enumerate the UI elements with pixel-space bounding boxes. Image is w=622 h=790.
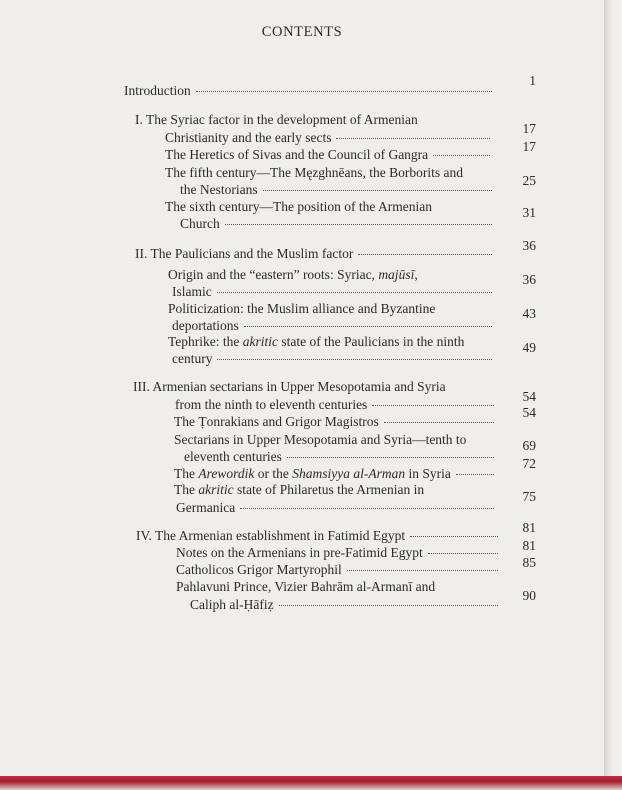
toc-entry-text: The Heretics of Sivas and the Council of Gangra bbox=[165, 147, 429, 162]
dot-leader bbox=[456, 474, 494, 475]
toc-entry-text: I. The Syriac factor in the development of Armenian bbox=[135, 112, 418, 127]
page-number: 36 bbox=[522, 272, 536, 287]
toc-entry-line bbox=[174, 465, 494, 482]
dot-leader bbox=[263, 190, 492, 191]
page-number: 72 bbox=[522, 456, 536, 471]
dot-leader bbox=[433, 155, 490, 156]
toc-entry-line bbox=[165, 198, 432, 215]
page-number: 49 bbox=[522, 340, 536, 355]
toc-entry-line bbox=[176, 544, 498, 561]
toc-entry-line bbox=[168, 266, 418, 283]
toc-entry-text: II. The Paulicians and the Muslim factor bbox=[135, 246, 354, 261]
page-number: 17 bbox=[522, 121, 536, 136]
toc-entry-text: The akritic state of Philaretus the Armenian in bbox=[174, 482, 425, 497]
toc-entry-line bbox=[165, 129, 490, 146]
dot-leader bbox=[240, 508, 494, 509]
page-edge bbox=[604, 0, 622, 790]
toc-entry-line bbox=[180, 181, 492, 198]
toc-entry-text: Politicization: the Muslim alliance and Byzantine bbox=[168, 301, 436, 316]
page-number: 54 bbox=[522, 405, 536, 420]
toc-entry-text: Pahlavuni Prince, Vizier Bahrām al-Armanī and bbox=[176, 579, 436, 594]
toc-entry-text: Introduction bbox=[124, 83, 191, 98]
dot-leader bbox=[287, 457, 494, 458]
toc-entry-text: century bbox=[172, 351, 213, 366]
toc-entry-line bbox=[165, 146, 490, 163]
toc-entry-text: Church bbox=[180, 216, 220, 231]
page-number: 31 bbox=[522, 205, 536, 220]
toc-entry-line bbox=[176, 499, 494, 516]
toc-entry-text: Caliph al-Ḥāfiẓ bbox=[190, 597, 274, 612]
page-number: 81 bbox=[522, 538, 536, 553]
toc-entry-text: The Arewordik or the Shamsiyya al-Arman in Syria bbox=[174, 466, 451, 481]
toc-entry-text: The sixth century—The position of the Armenian bbox=[165, 199, 432, 214]
toc-entry-line bbox=[184, 448, 494, 465]
page-number: 54 bbox=[522, 389, 536, 404]
book-cover-edge bbox=[0, 776, 622, 790]
toc-entry-line bbox=[172, 283, 492, 300]
dot-leader bbox=[196, 91, 492, 92]
dot-leader bbox=[428, 553, 498, 554]
toc-entry-line bbox=[190, 596, 498, 613]
toc-entry-line bbox=[174, 413, 494, 430]
page-number: 75 bbox=[522, 489, 536, 504]
dot-leader bbox=[225, 224, 492, 225]
dot-leader bbox=[358, 254, 492, 255]
toc-entry-line bbox=[135, 245, 492, 262]
toc-entry-text: The fifth century—The Męzghnēans, the Borborits and bbox=[165, 165, 464, 180]
toc-entry-line bbox=[174, 481, 424, 498]
toc-entry-line bbox=[172, 317, 492, 334]
page-number: 81 bbox=[522, 520, 536, 535]
toc-entry-line bbox=[124, 82, 492, 99]
toc-entry-line bbox=[136, 527, 498, 544]
toc-entry-text: Islamic bbox=[172, 284, 212, 299]
toc-entry-line bbox=[174, 431, 466, 448]
page-number: 1 bbox=[529, 73, 536, 88]
dot-leader bbox=[217, 359, 492, 360]
dot-leader bbox=[372, 405, 494, 406]
toc-entry-line bbox=[165, 164, 463, 181]
toc-entry-text: Notes on the Armenians in pre-Fatimid Egypt bbox=[176, 545, 423, 560]
toc-entry-line bbox=[135, 111, 418, 128]
toc-entry-text: The Ṭonrakians and Grigor Magistros bbox=[174, 414, 379, 429]
dot-leader bbox=[244, 326, 492, 327]
dot-leader bbox=[384, 422, 494, 423]
dot-leader bbox=[410, 536, 498, 537]
toc-entry-line bbox=[168, 333, 464, 350]
toc-entry-text: Catholicos Grigor Martyrophil bbox=[176, 562, 342, 577]
toc-entry-line bbox=[172, 350, 492, 367]
dot-leader bbox=[347, 570, 498, 571]
toc-entry-line bbox=[168, 300, 435, 317]
page-number: 90 bbox=[522, 588, 536, 603]
dot-leader bbox=[336, 138, 490, 139]
toc-entry-line bbox=[133, 378, 446, 395]
toc-entry-text: the Nestorians bbox=[180, 182, 258, 197]
toc-entry-line bbox=[180, 215, 492, 232]
page-number: 25 bbox=[522, 173, 536, 188]
toc-entry-text: from the ninth to eleventh centuries bbox=[175, 397, 368, 412]
toc-entry-text: Sectarians in Upper Mesopotamia and Syria—tenth to bbox=[174, 432, 467, 447]
page-number: 69 bbox=[522, 438, 536, 453]
dot-leader bbox=[279, 605, 498, 606]
toc-entry-text: Christianity and the early sects bbox=[165, 130, 332, 145]
page-number: 36 bbox=[522, 238, 536, 253]
contents-heading: CONTENTS bbox=[261, 24, 343, 40]
toc-entry-text: Origin and the “eastern” roots: Syriac, majūsī, bbox=[168, 267, 418, 282]
page-number: 85 bbox=[522, 555, 536, 570]
page-number: 43 bbox=[522, 306, 536, 321]
toc-entry-text: IV. The Armenian establishment in Fatimid Egypt bbox=[136, 528, 406, 543]
toc-entry-text: Germanica bbox=[176, 500, 236, 515]
page-number: 17 bbox=[522, 139, 536, 154]
dot-leader bbox=[217, 292, 492, 293]
toc-entry-line bbox=[176, 561, 498, 578]
toc-entry-line bbox=[176, 578, 435, 595]
toc-entry-line bbox=[175, 396, 494, 413]
toc-entry-text: III. Armenian sectarians in Upper Mesopotamia and Syria bbox=[133, 379, 446, 394]
toc-entry-text: Tephrike: the akritic state of the Paulicians in the ninth bbox=[168, 334, 465, 349]
toc-entry-text: deportations bbox=[172, 318, 239, 333]
toc-entry-text: eleventh centuries bbox=[184, 449, 282, 464]
